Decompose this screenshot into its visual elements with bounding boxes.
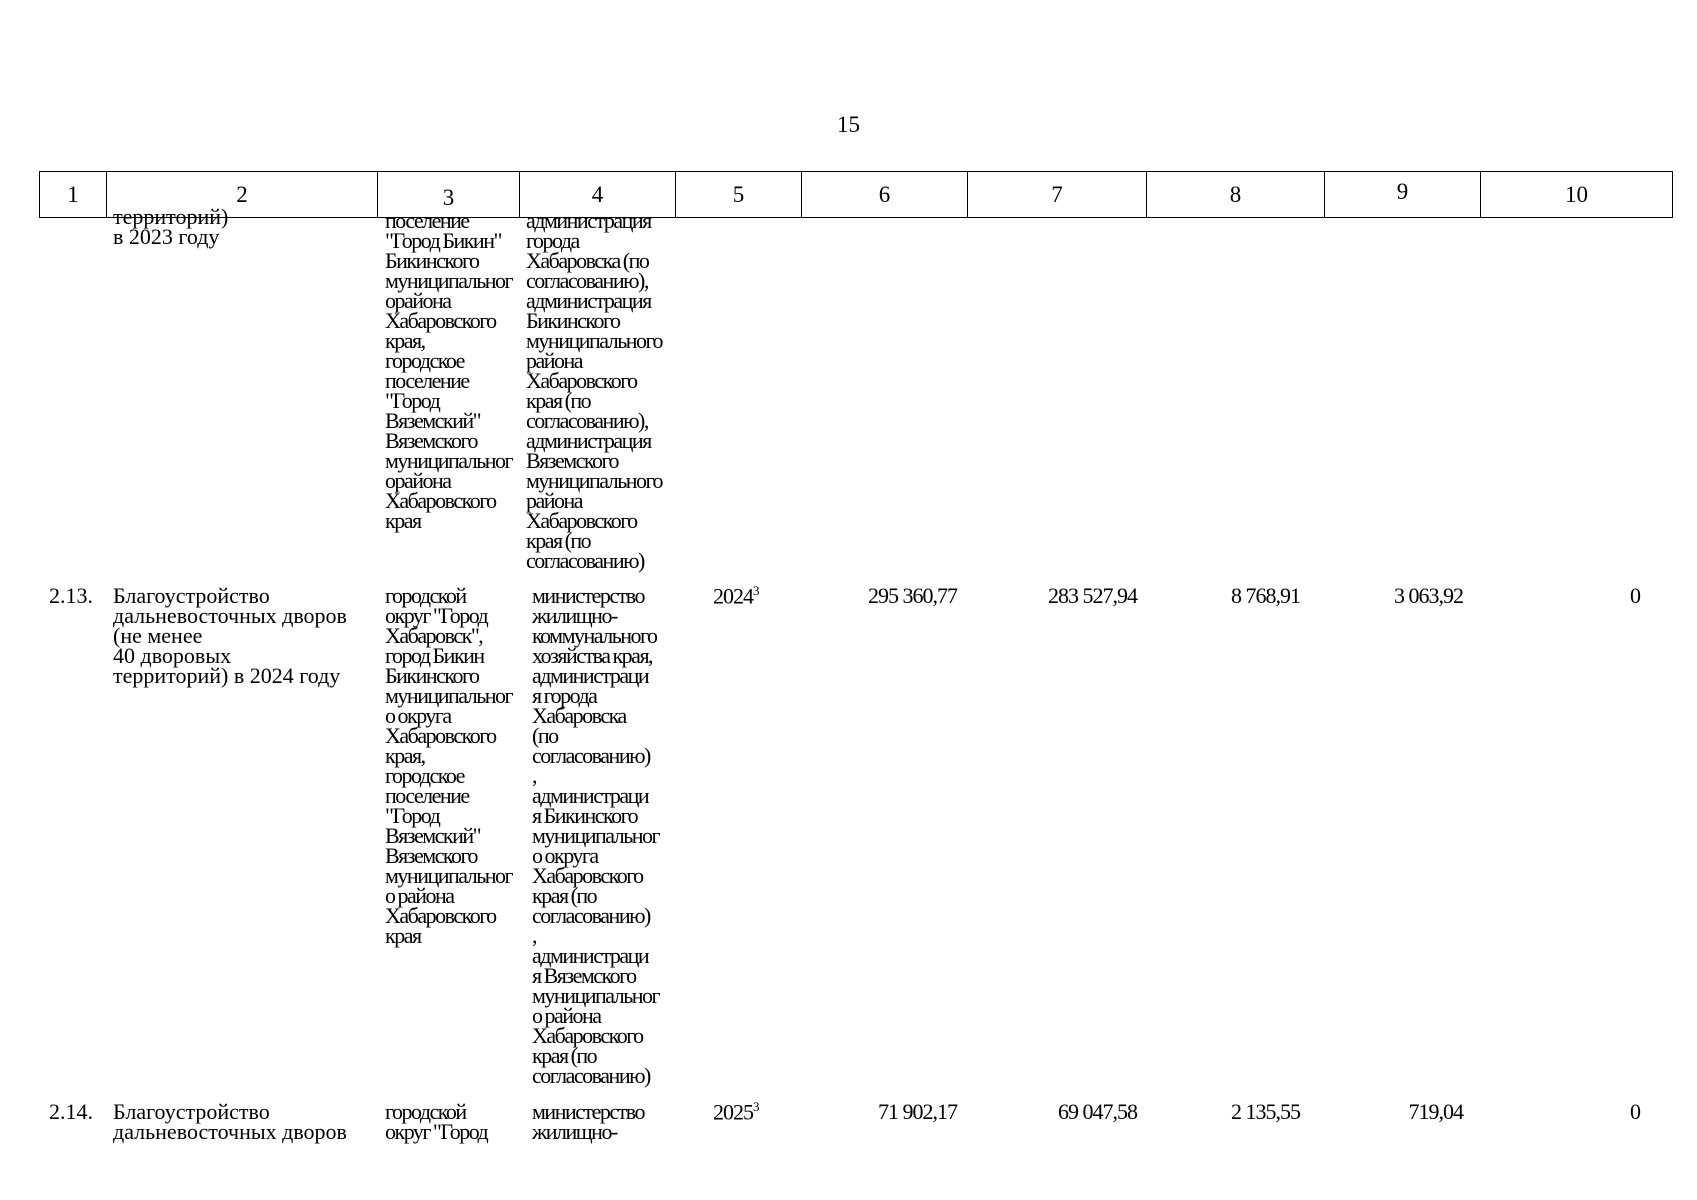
header-cell-10: 10 xyxy=(1481,172,1673,218)
year-cell xyxy=(713,583,760,609)
header-cell-9: 9 xyxy=(1325,172,1481,218)
measure-name: Благоустройство дальневосточных дворов (не менее 40 дворовых территорий) в 2024 году xyxy=(113,583,347,688)
amount-col-8: 8 768,91 xyxy=(1231,583,1300,608)
year: 2024 xyxy=(713,583,753,609)
continued-measure-name: территорий) в 2023 году xyxy=(113,204,229,249)
amount-col-7: 283 527,94 xyxy=(1048,583,1137,608)
executors: министерство жилищно- коммунального хозяйства края, администраци я города Хабаровска (по согласованию) , администраци я Бикинского муниципальног о округа Хабаровского края (по согласованию) , администраци я Вяземского муниципальног о района Хабаровского края (по согласованию) xyxy=(532,583,660,1088)
continued-executors: администрация города Хабаровска (по согласованию), администрация Бикинского муниципального района Хабаровского края (по согласованию), администрация Вяземского муниципального района Хабаровского края (по согласованию) xyxy=(526,208,663,573)
amount-col-9: 719,04 xyxy=(1408,1099,1463,1124)
amount-col-7: 69 047,58 xyxy=(1058,1099,1137,1124)
year: 2025 xyxy=(713,1099,753,1125)
header-cell-6: 6 xyxy=(802,172,968,218)
total-amount: 295 360,77 xyxy=(868,583,957,608)
header-cell-7: 7 xyxy=(968,172,1147,218)
year-cell xyxy=(713,1099,760,1125)
header-cell-2: 2 xyxy=(107,172,378,218)
header-cell-4: 4 xyxy=(520,172,676,218)
year-footnote: 3 xyxy=(753,1099,760,1114)
row-number: 2.13. xyxy=(49,583,93,608)
executors: министерство жилищно- xyxy=(532,1099,645,1144)
measure-name: Благоустройство дальневосточных дворов xyxy=(113,1099,347,1144)
amount-col-9: 3 063,92 xyxy=(1394,583,1463,608)
location: городской округ "Город xyxy=(385,1099,488,1144)
header-cell-5: 5 xyxy=(676,172,802,218)
amount-col-10: 0 xyxy=(1630,583,1640,608)
column-number-header xyxy=(39,171,1673,218)
continued-location: поселение "Город Бикин" Бикинского муниципальног орайона Хабаровского края, городское поселение "Город Вяземский" Вяземского муниципальног орайона Хабаровского края xyxy=(385,208,513,533)
year-footnote: 3 xyxy=(753,583,760,598)
row-number: 2.14. xyxy=(49,1099,93,1124)
page-number: 15 xyxy=(837,112,860,137)
total-amount: 71 902,17 xyxy=(878,1099,957,1124)
location: городской округ "Город Хабаровск", город Бикин Бикинского муниципальног о округа Хабаровского края, городское поселение "Город Вяземский" Вяземского муниципальног о района Хабаровского края xyxy=(385,583,513,948)
amount-col-8: 2 135,55 xyxy=(1231,1099,1300,1124)
header-cell-8: 8 xyxy=(1147,172,1325,218)
amount-col-10: 0 xyxy=(1630,1099,1640,1124)
header-cell-3: 3 xyxy=(378,172,520,218)
header-cell-1: 1 xyxy=(40,172,107,218)
